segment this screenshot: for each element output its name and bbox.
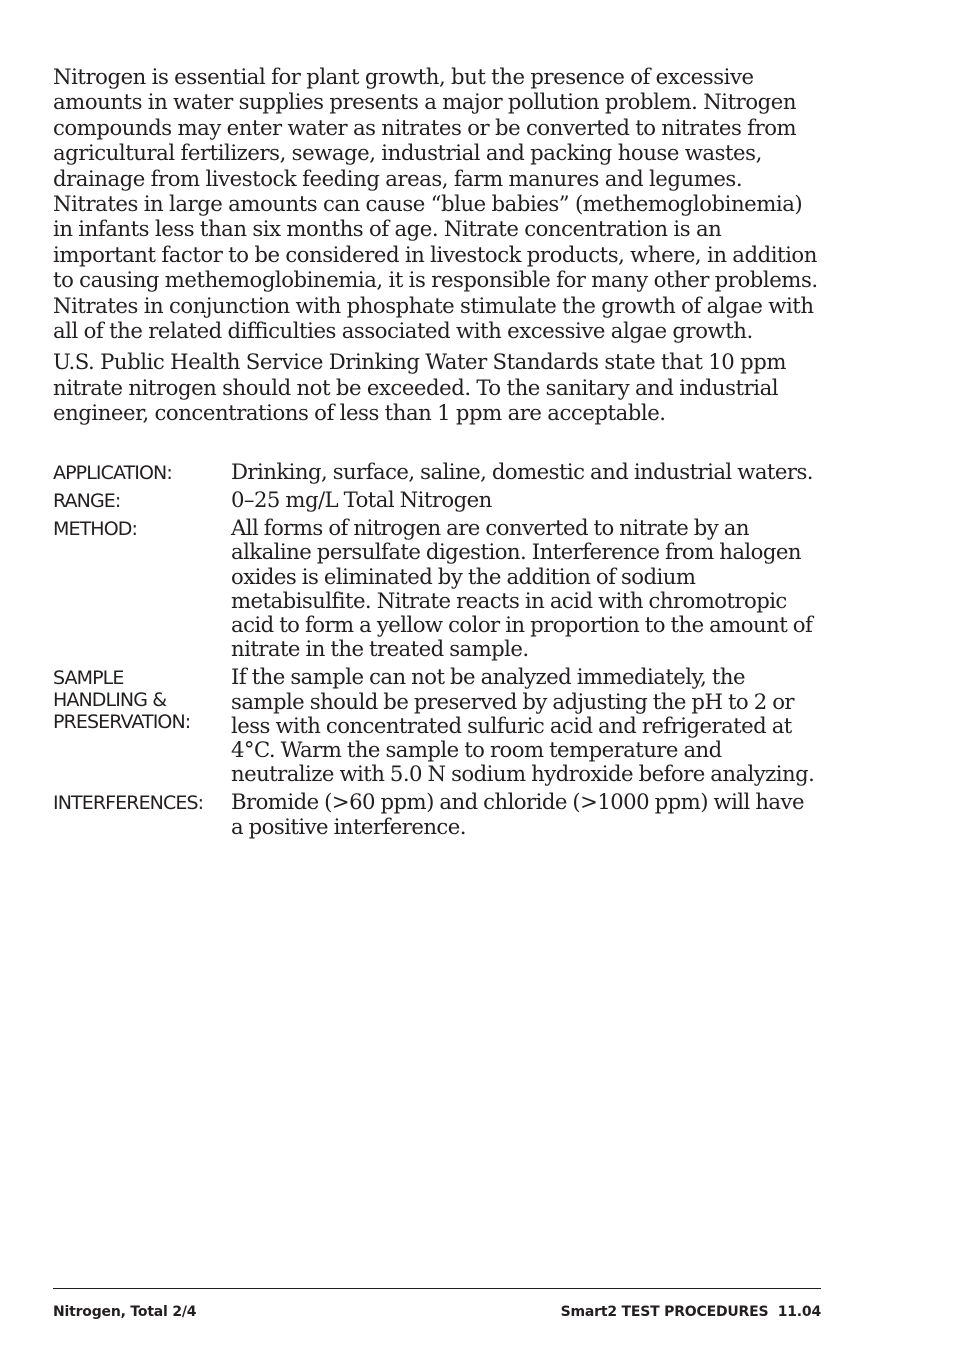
spec-label-line: HANDLING & [53, 689, 167, 712]
footer-left-title: Nitrogen, Total 2/4 [53, 1304, 197, 1320]
specifications-list [53, 460, 821, 839]
spec-value-application: Drinking, surface, saline, domestic and industrial waters. [231, 458, 813, 484]
page-footer [53, 1304, 821, 1320]
spec-value-sample-handling: If the sample can not be analyzed immediately, the sample should be preserved by adjusting the pH to 2 or less with concentrated sulfuric acid and refrigerated at 4°C. Warm the sample to room temperature and neutralize with 5.0 N sodium hydroxide before analyzing. [231, 664, 815, 787]
spec-label-interferences: INTERFERENCES: [53, 792, 204, 815]
intro-paragraph-2: U.S. Public Health Service Drinking Water Standards state that 10 ppm nitrate nitrogen should not be exceeded. To the sanitary and industrial engineer, concentrations of less than 1 ppm are acceptable. [53, 349, 786, 426]
footer-divider [53, 1288, 821, 1289]
document-page [53, 64, 821, 843]
spec-value-method: All forms of nitrogen are converted to nitrate by an alkaline persulfate digestion. Interference from halogen oxides is eliminated by the addition of sodium metabisulfite. Nitrate reacts in acid with chromotropic acid to form a yellow color in proportion to the amount of nitrate in the treated sample. [231, 515, 813, 662]
spec-label-method: METHOD: [53, 518, 137, 541]
spec-row-sample-handling [53, 665, 821, 786]
spec-row-range [53, 488, 821, 512]
spec-row-application [53, 460, 821, 484]
spec-label-application: APPLICATION: [53, 461, 172, 484]
spec-label-sample-handling [53, 665, 231, 786]
spec-label-line: PRESERVATION: [53, 711, 191, 734]
spec-label-range: RANGE: [53, 489, 121, 512]
spec-value-interferences: Bromide (>60 ppm) and chloride (>1000 ppm) will have a positive interference. [231, 789, 804, 839]
spec-row-method [53, 516, 821, 661]
footer-right-title: Smart2 TEST PROCEDURES 11.04 [560, 1304, 821, 1320]
spec-label-line: SAMPLE [53, 667, 124, 690]
spec-row-interferences [53, 790, 821, 838]
spec-value-range: 0–25 mg/L Total Nitrogen [231, 486, 492, 512]
intro-paragraph-1: Nitrogen is essential for plant growth, but the presence of excessive amounts in water supplies presents a major pollution problem. Nitrogen compounds may enter water as nitrates or be converted to nitrates from agricultural fertilizers, sewage, industrial and packing house wastes, drainage from livestock feeding areas, farm manures and legumes. Nitrates in large amounts can cause “blue babies” (methemoglobinemia) in infants less than six months of age. Nitrate concentration is an important factor to be considered in livestock products, where, in addition to causing methemoglobinemia, it is responsible for many other problems. Nitrates in conjunction with phosphate stimulate the growth of algae with all of the related difficulties associated with excessive algae growth. [53, 64, 818, 344]
